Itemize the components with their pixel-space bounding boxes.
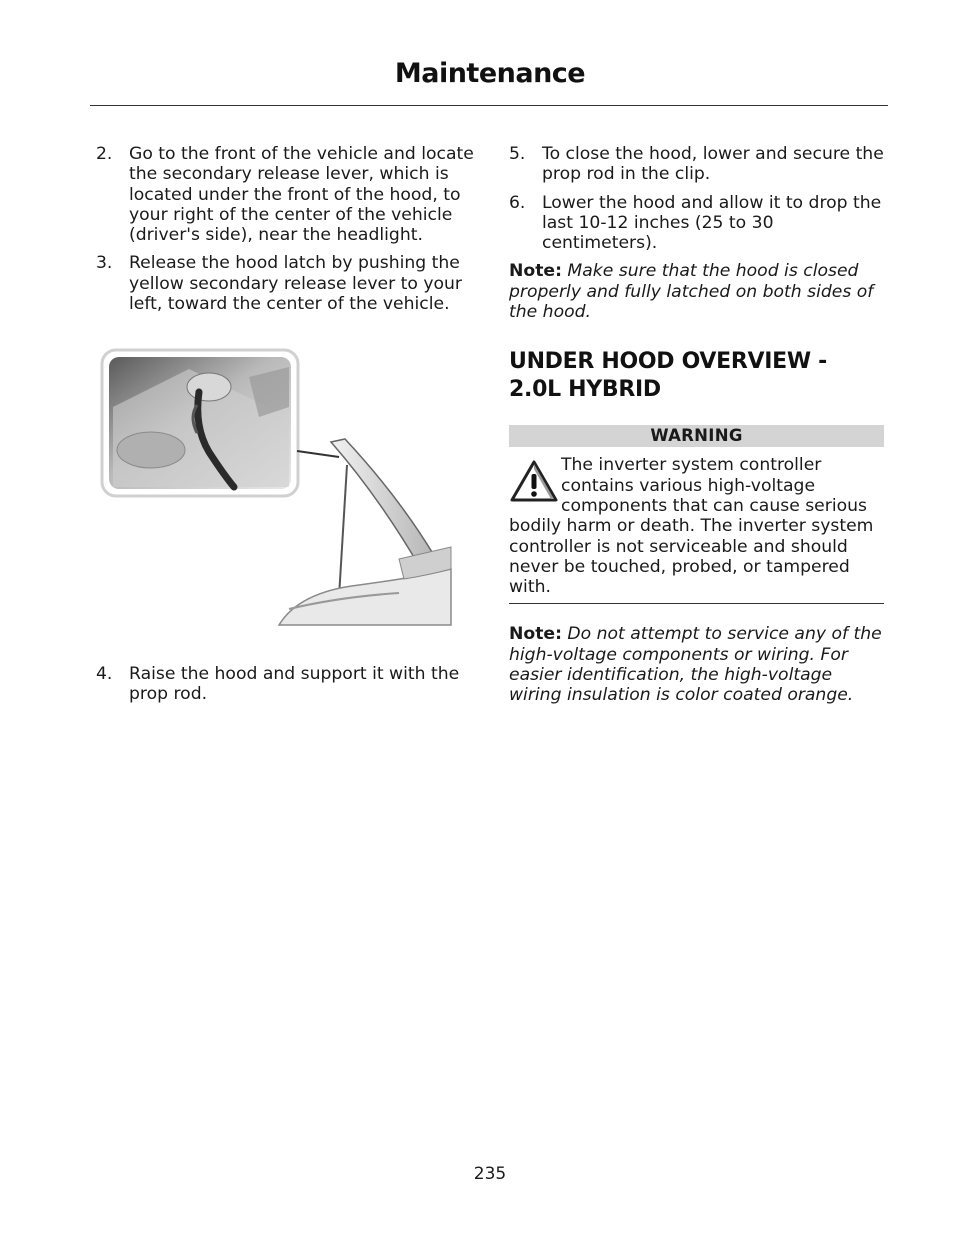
page-number: 235 <box>473 1164 507 1184</box>
step-text: Raise the hood and support it with the prop rod. <box>129 664 460 705</box>
step-number: 6. <box>509 192 526 213</box>
note-label: Note: <box>509 261 562 282</box>
note-label: Note: <box>509 624 562 645</box>
warning-text: The inverter system controller contains various high-voltage components that can cause serious bodily harm or death. The inverter system controller is not serviceable and should never be touched, probed, or tampered with. <box>509 455 874 598</box>
warning-triangle-icon <box>509 459 559 503</box>
step-text: To close the hood, lower and secure the prop rod in the clip. <box>542 144 884 185</box>
step-number: 3. <box>96 253 113 274</box>
step-number: 5. <box>509 144 526 164</box>
note-high-voltage <box>509 624 884 705</box>
right-column <box>509 144 884 706</box>
page-title: Maintenance <box>394 58 586 89</box>
section-heading: UNDER HOOD OVERVIEW - 2.0L HYBRID <box>509 349 828 403</box>
step-text: Lower the hood and allow it to drop the last 10-12 inches (25 to 30 centimeters). <box>542 192 882 254</box>
step-text: Go to the front of the vehicle and locate the secondary release lever, which is located under the front of the hood, to your right of the center of the vehicle (driver's side), near the headlight. <box>129 144 474 246</box>
step-text: Release the hood latch by pushing the yellow secondary release lever to your left, toward the center of the vehicle. <box>129 253 462 315</box>
note-text: Do not attempt to service any of the high-voltage components or wiring. For easier identification, the high-voltage wiring insulation is color coated orange. <box>509 624 882 706</box>
warning-header: WARNING <box>509 425 884 447</box>
note-close-hood <box>509 261 884 322</box>
list-item <box>509 193 884 254</box>
step-number: 4. <box>96 664 113 684</box>
note-text: Make sure that the hood is closed properly and fully latched on both sides of the hood. <box>509 261 874 323</box>
list-item <box>96 253 474 314</box>
list-item <box>96 664 474 705</box>
title-divider <box>90 105 888 106</box>
hood-latch-illustration <box>99 347 457 629</box>
step-number: 2. <box>96 144 113 164</box>
left-column <box>96 144 474 322</box>
list-item <box>96 144 474 245</box>
warning-box <box>509 455 884 597</box>
warning-divider <box>509 603 884 604</box>
list-item <box>509 144 884 185</box>
